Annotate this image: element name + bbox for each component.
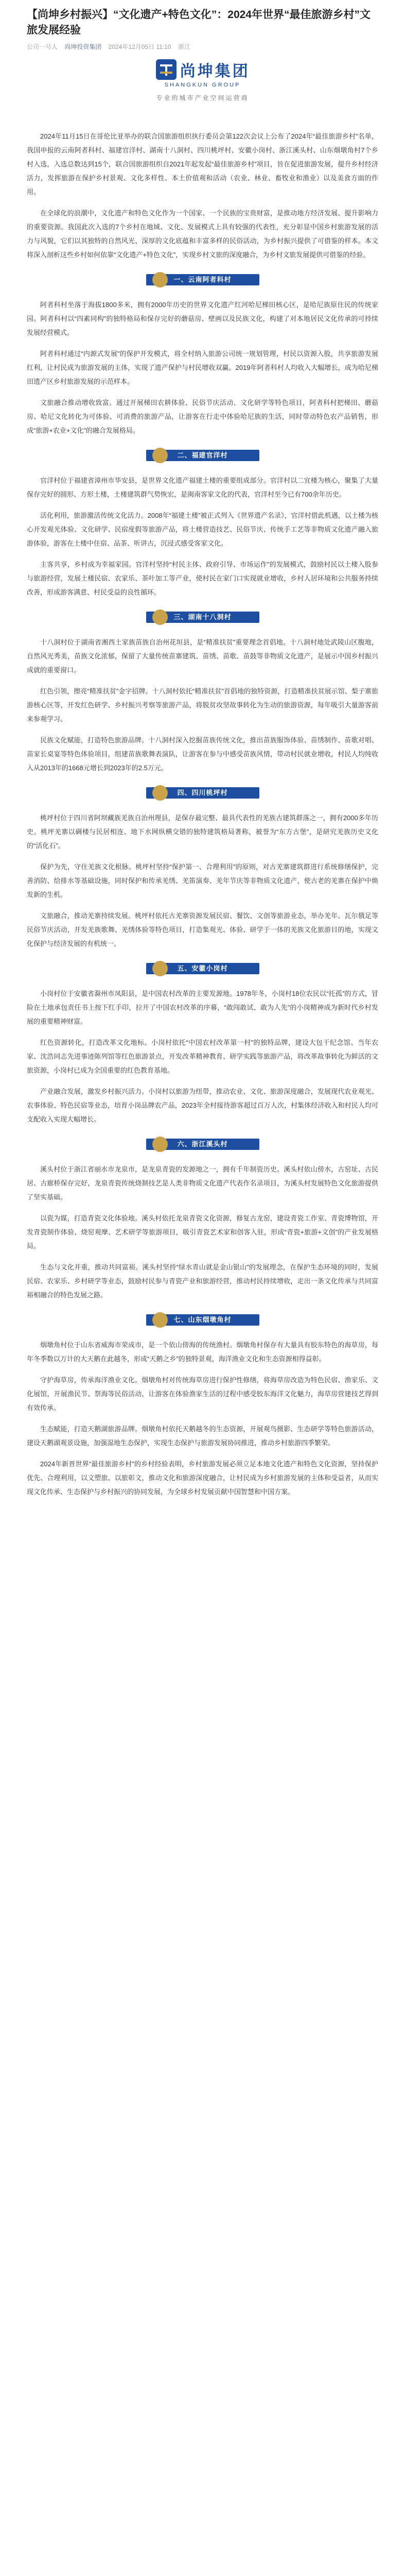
section-heading: [146, 1136, 259, 1153]
body-paragraph: 红色引领，擦亮“精准扶贫”金字招牌。十八洞村依托“精准扶贫”首倡地的独特资源，打造精准扶贫展示馆、梨子寨旅游核心区等，开发红色研学、乡村振兴考察等旅游产品，将脱贫攻坚故事转化为生动的旅游资源，每年吸引大量游客前来参观学习。: [27, 687, 378, 723]
section-heading-label: 三、湖南十八洞村: [173, 613, 232, 621]
section-heading-label: 七、山东烟墩角村: [173, 1316, 232, 1324]
body-paragraph: 保护为先，守住羌族文化根脉。桃坪村坚持“保护第一、合理利用”的原则，对古羌寨建筑群进行系统修缮保护，完善消防、给排水等基础设施，同时保护和传承羌绣、羌笛演奏、羌年节庆等非物质文化遗产，使古老的羌寨在保护中焕发新的生机。: [27, 863, 378, 899]
body-paragraph: 主客共享，乡村成为幸福家园。官洋村坚持“村民主体、政府引导、市场运作”的发展模式，鼓励村民以土楼入股参与旅游经营，发展土楼民宿、农家乐、茶叶加工等产业，使村民在家门口实现就业增收，乡村人居环境和公共服务持续改善，形成游客满意、村民受益的良性循环。: [27, 561, 378, 596]
body-paragraph: 烟墩角村位于山东省威海市荣成市，是一个依山傍海的传统渔村。烟墩角村保存有大量具有胶东特色的海草房，每年冬季数以万计的大天鹅在此越冬，形成“天鹅之乡”的独特景观，海洋渔业文化和生态资源相得益彰。: [27, 1341, 378, 1363]
section-heading-label: 四、四川桃坪村: [177, 789, 228, 796]
body-paragraph: 官洋村位于福建省漳州市华安县，是世界文化遗产福建土楼的重要组成部分。官洋村以二宜楼为核心，聚集了大量保存完好的圆形、方形土楼，土楼建筑群气势恢宏，是闽南客家文化的代表，官洋村至今已有700余年历史。: [27, 477, 378, 498]
article-title: 【尚坤乡村振兴】“文化遗产+特色文化”：2024年世界“最佳旅游乡村”文旅发展经验: [27, 9, 371, 36]
body-paragraph: 生态与文化并重，推动共同富裕。溪头村坚持“绿水青山就是金山银山”的发展理念，在保护生态环境的同时，发展民宿、农家乐、乡村研学等业态，鼓励村民参与青瓷产业和旅游经营，推动村民持续增收，走出一条文化传承与共同富裕相融合的特色发展之路。: [27, 1263, 378, 1299]
body-paragraph: 2024年11月15日在哥伦比亚举办的联合国旅游组织执行委员会第122次会议上公布了2024年“最佳旅游乡村”名单，我国申报的云南阿者科村、福建官洋村、湖南十八洞村、四川桃坪村、安徽小岗村、浙江溪头村、山东烟墩角村7个乡村入选，入选总数达到15个，联合国旅游组织自2021年起发起“最佳旅游乡村”项目，旨在促进旅游发展，提升乡村经济活力，发挥旅游在保护乡村景观、文化多样性、本土价值观和活动（农业、林业、畜牧业和渔业）以及美食方面的作用。: [27, 132, 378, 196]
section-heading: [146, 608, 259, 626]
section-heading: [146, 1311, 259, 1329]
brand-name-en: SHANGKUN GROUP: [164, 82, 241, 88]
body-paragraph: 产业融合发展，激发乡村振兴活力。小岗村以旅游为纽带，推动农业、文化、旅游深度融合，发展现代农业观光、农事体验、特色民宿等业态，培育小岗品牌农产品，2023年全村接待游客超过百万人次，村集体经济收入和村民人均可支配收入实现大幅增长。: [27, 1088, 378, 1123]
article-body: [27, 129, 378, 1499]
body-paragraph: 阿者科村坐落于海拔1800多米，拥有2000年历史的世界文化遗产红河哈尼梯田核心区，是哈尼族原住民的传统家园。阿者科村以“四素同构”的独特格局和保存完好的蘑菇房、壁画以及民族文化，构建了对本地居民文化传承的可持续发展经营模式。: [27, 301, 378, 336]
section-heading: [146, 271, 259, 289]
brand-slogan: 专业的城市产业空间运营商: [156, 94, 249, 101]
body-paragraph: 活化利用，旅游激活传统文化活力。2008年“福建土楼”被正式列入《世界遗产名录》，官洋村借此机遇，以土楼为核心开发观光体验、文化研学、民宿度假等旅游产品，将土楼营造技艺、民俗节庆、传统手工艺等非物质文化遗产融入旅游体验，游客在土楼中住宿、品茶、听讲古，沉浸式感受客家文化。: [27, 512, 378, 547]
body-paragraph: 文旅融合推动增收致富。通过开展梯田农耕体验、民俗节庆活动、文化研学等特色项目，阿者科村把梯田、蘑菇房、哈尼文化转化为可体验、可消费的旅游产品，让游客在行走中体验哈尼族的生活，同时带动特色农产品销售，形成“旅游+农业+文化”的融合发展格局。: [27, 399, 378, 434]
section-heading: [146, 784, 259, 802]
brand-banner: [151, 58, 254, 119]
brand-logo-icon: [155, 58, 178, 81]
account-link[interactable]: 尚坤投资集团: [64, 43, 102, 50]
section-heading: [146, 960, 259, 977]
body-paragraph: 生态赋能，打造天鹅湖旅游品牌。烟墩角村依托天鹅越冬的生态资源，开展观鸟摄影、生态研学等特色旅游活动，建设天鹅湖观景设施，加强湿地生态保护，实现生态保护与旅游发展协同推进，推动乡村旅游四季繁荣。: [27, 1425, 378, 1447]
body-paragraph: 阿者科村通过“内源式发展”的保护开发模式，将全村纳入旅游公司统一规划管理，村民以资源入股，共享旅游发展红利，让村民成为旅游发展的主体，实现了遗产保护与村民增收双赢。2019年阿者科村人均收入大幅增长，成为哈尼梯田遗产区乡村旅游发展的示范样本。: [27, 350, 378, 385]
body-paragraph: 桃坪村位于四川省阿坝藏族羌族自治州理县，是保存最完整、最具代表性的羌族古建筑群落之一，拥有2000多年历史。桃坪羌寨以碉楼与民居相连、地下水网纵横交错的独特建筑格局著称，被誉为“东方古堡”，是研究羌族历史文化的“活化石”。: [27, 814, 378, 850]
body-paragraph: 在全球化的浪潮中，文化遗产和特色文化作为一个国家、一个民族的宝贵财富，是推动地方经济发展、提升影响力的重要资源。我国此次入选的7个乡村在地域、文化、发展模式上具有较强的代表性，充分彰显中国乡村旅游发展的活力与风貌，它们以其独特的自然风光、深厚的文化底蕴和丰富多样的民俗活动，为乡村振兴提供了可借鉴的样本。本文将深入剖析这些乡村如何依靠“文化遗产+特色文化”，实现乡村文旅的深度融合，为乡村文旅发展提供可借鉴的经验。: [27, 209, 378, 259]
brand-name: 尚坤集团: [180, 63, 250, 80]
section-heading-label: 一、云南阿者科村: [173, 276, 232, 283]
body-paragraph: 文旅融合，推动羌寨持续发展。桃坪村依托古羌寨资源发展民宿、餐饮、文创等旅游业态，举办羌年、瓦尔俄足等民俗节庆活动，开发羌族歌舞、羌绣体验等特色项目，打造集观光、体验、研学于一体的羌族文化旅游目的地，实现文化保护与经济发展的有机统一。: [27, 912, 378, 947]
section-heading-label: 二、福建官洋村: [177, 451, 228, 459]
body-paragraph: 2024年新晋世界“最佳旅游乡村”的乡村经验表明，乡村旅游发展必须立足本地文化遗产和特色文化资源，坚持保护优先、合理利用，以文塑旅、以旅彰文，推动文化和旅游深度融合，让村民成为乡村旅游发展的主体和受益者，从而实现文化传承、生态保护与乡村振兴的协同发展，为全球乡村发展贡献中国智慧和中国方案。: [27, 1460, 378, 1496]
publish-date: 2024年12月05日 11:10: [108, 43, 171, 50]
article-meta: [27, 42, 378, 51]
section-heading: [146, 447, 259, 464]
author-name: 公司一号人: [27, 43, 58, 50]
body-paragraph: 红色资源转化，打造改革文化地标。小岗村依托“中国农村改革第一村”的独特品牌，建设大包干纪念馆、当年农家、沈浩同志先进事迹陈列馆等红色旅游景点，开发改革精神教育、研学实践等旅游产品，将改革故事转化为鲜活的文旅资源，小岗村已成为全国重要的红色教育基地。: [27, 1039, 378, 1074]
body-paragraph: 溪头村位于浙江省丽水市龙泉市，是龙泉青瓷的发源地之一，拥有千年制瓷历史。溪头村依山傍水，古窑址、古民居、古廊桥保存完好，龙泉青瓷传统烧制技艺是人类非物质文化遗产代表作名录项目，为溪头村发展特色文化旅游提供了坚实基础。: [27, 1165, 378, 1201]
section-heading-label: 五、安徽小岗村: [177, 964, 228, 972]
body-paragraph: 十八洞村位于湖南省湘西土家族苗族自治州花垣县，是“精准扶贫”重要理念首倡地。十八洞村地处武陵山区腹地，自然风光秀美，苗族文化浓郁，保留了大量传统苗寨建筑、苗绣、苗歌、苗鼓等非物质文化遗产，是展示中国乡村振兴成就的重要窗口。: [27, 638, 378, 674]
body-paragraph: 民族文化赋能，打造特色旅游品牌。十八洞村深入挖掘苗族传统文化，推出苗族服饰体验、苗绣制作、苗歌对唱、苗家长桌宴等特色体验项目，组建苗族歌舞表演队，让游客在参与中感受苗族风情，带动村民就业增收，村民人均纯收入从2013年的1668元增长到2023年的2.5万元。: [27, 736, 378, 772]
body-paragraph: 小岗村位于安徽省滁州市凤阳县，是中国农村改革的主要发源地。1978年冬，小岗村18位农民以“托孤”的方式，冒险在土地承包责任书上按下红手印，拉开了中国农村改革的序幕，“敢闯敢试、敢为人先”的小岗精神成为新时代乡村发展的重要精神财富。: [27, 990, 378, 1025]
section-heading-label: 六、浙江溪头村: [177, 1140, 228, 1148]
publish-location: 浙江: [178, 43, 190, 50]
body-paragraph: 守护海草房，传承海洋渔业文化。烟墩角村对传统海草房进行保护性修缮，将海草房改造为特色民宿、渔家乐、文化展馆，开展渔民节、祭海等民俗活动，让游客在体验渔家生活的过程中感受胶东海洋文化魅力，海草房营建技艺得到有效传承。: [27, 1376, 378, 1412]
body-paragraph: 以瓷为媒，打造青瓷文化体验地。溪头村依托龙泉青瓷文化资源，修复古龙窑，建设青瓷工作室、青瓷博物馆，开发青瓷制作体验、烧窑观摩、艺术研学等旅游项目，吸引青瓷艺术家和创客入驻，形成“青瓷+旅游+文创”的产业发展格局。: [27, 1214, 378, 1250]
